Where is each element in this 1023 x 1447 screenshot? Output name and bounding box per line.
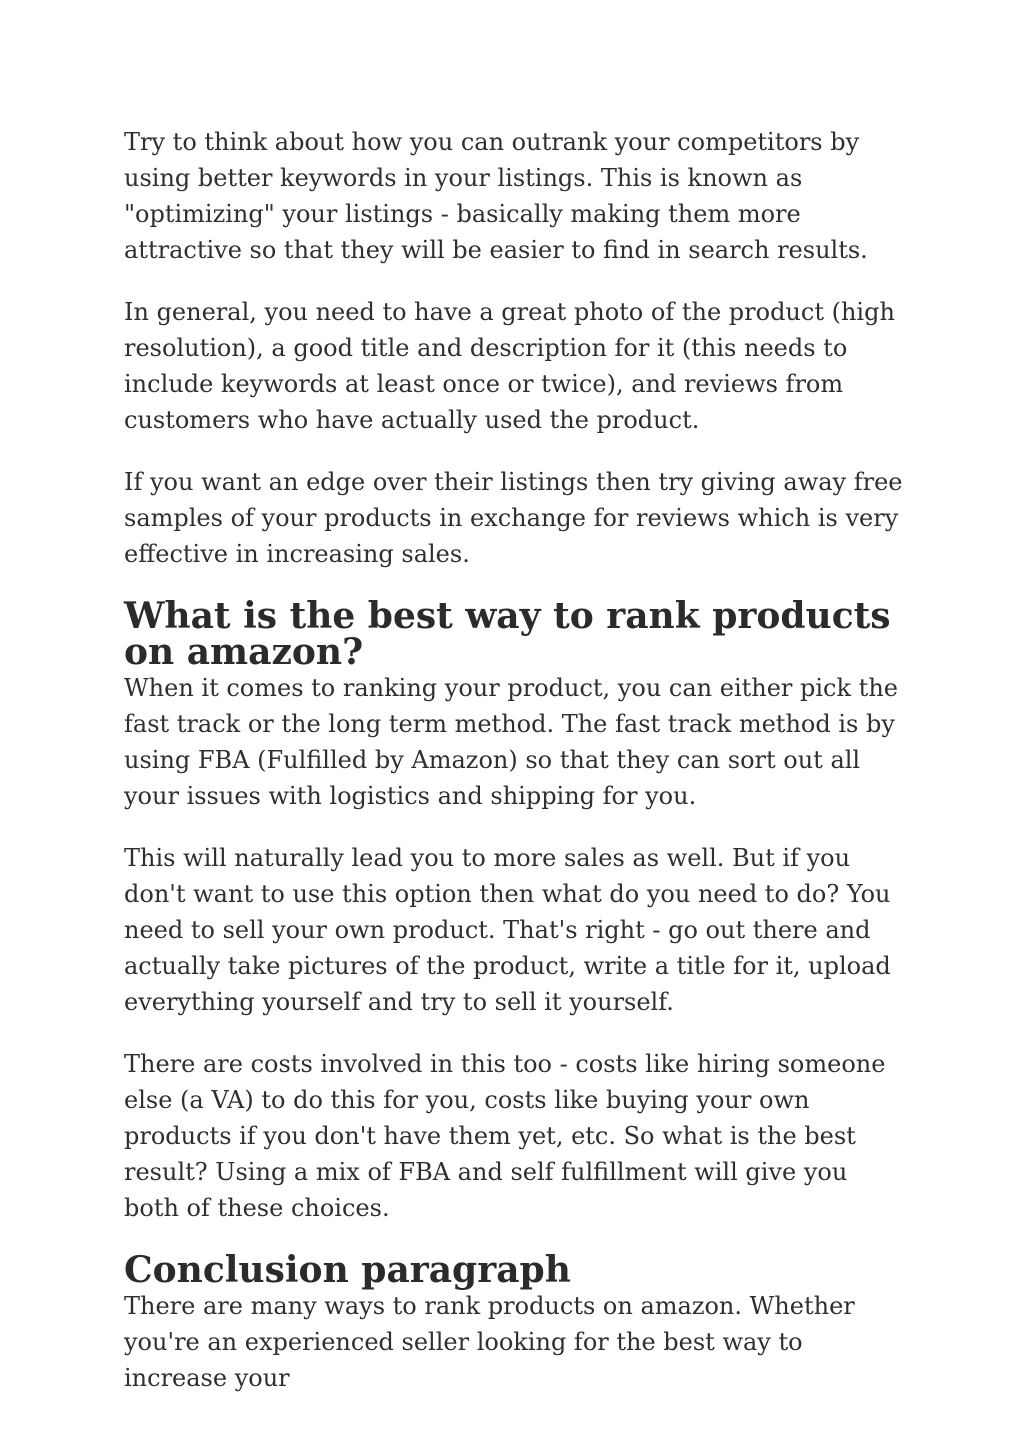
document-page xyxy=(124,124,904,1422)
paragraph-sell-own-product: This will naturally lead you to more sales as well. But if you don't want to use this option then what do you need to do? You need to sell your own product. That's right - go out there and actually take pictures of the product, write a title for it, upload everything yourself and try to sell it yourself. xyxy=(124,844,891,1016)
paragraph-fba-fast-track: When it comes to ranking your product, you can either pick the fast track or the long term method. The fast track method is by using FBA (Fulfilled by Amazon) so that they can sort out all your issues with logistics and shipping for you. xyxy=(124,674,898,810)
paragraph-conclusion: There are many ways to rank products on amazon. Whether you're an experienced seller looking for the best way to increase your xyxy=(124,1292,855,1392)
section-heading-conclusion: Conclusion paragraph xyxy=(124,1249,571,1291)
paragraph-product-photo: In general, you need to have a great photo of the product (high resolution), a good title and description for it (this needs to include keywords at least once or twice), and reviews from customers who have actually used the product. xyxy=(124,298,895,434)
paragraph-free-samples: If you want an edge over their listings then try giving away free samples of your products in exchange for reviews which is very effective in increasing sales. xyxy=(124,468,903,568)
section-heading-best-way: What is the best way to rank products on amazon? xyxy=(124,595,891,673)
paragraph-costs-involved: There are costs involved in this too - costs like hiring someone else (a VA) to do this for you, costs like buying your own products if you don't have them yet, etc. So what is the best result? Using a mix of FBA and self fulfillment will give you both of these choices. xyxy=(124,1050,886,1222)
paragraph-optimizing-listings: Try to think about how you can outrank your competitors by using better keywords in your listings. This is known as "optimizing" your listings - basically making them more attractive so that they will be easier to find in search results. xyxy=(124,128,868,264)
